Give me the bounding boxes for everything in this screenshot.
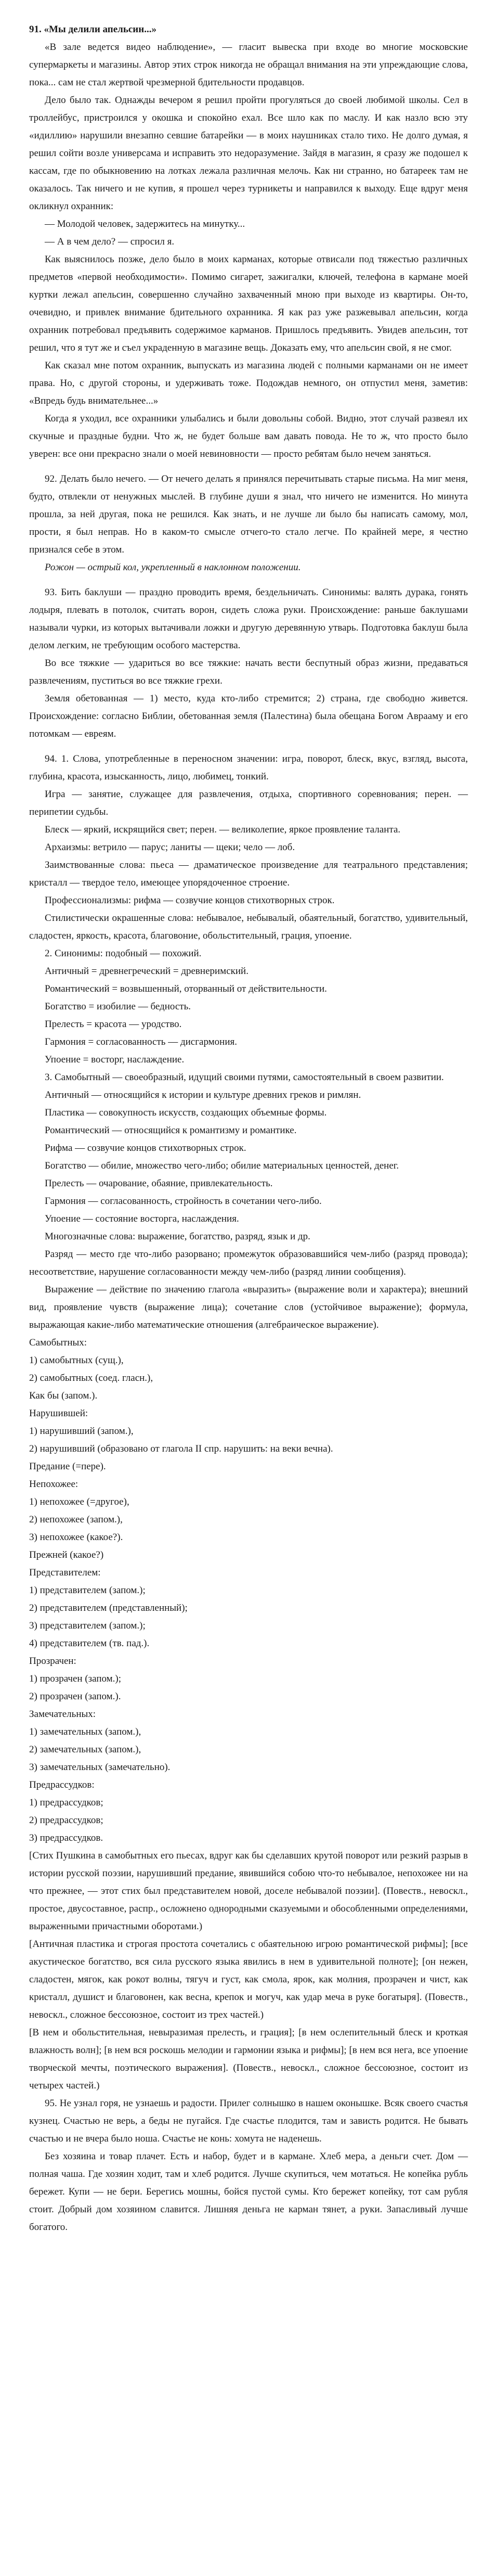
list-item: 3) представителем (запом.); [29, 1620, 146, 1631]
spacer [29, 576, 468, 584]
list-item: 1) прозрачен (запом.); [29, 1673, 122, 1684]
definition: Во все тяжкие — удариться во все тяжкие: начать вести беспутный образ жизни, предаваться развлечениям, пуститься во все тяжкие грехи. [29, 658, 468, 686]
sentence-analysis: 95. Не узнал горя, не узнаешь и радости. Прилег солнышко в нашем оконышке. Всяк своего счастья кузнец. Счастью не верь, а беды не пугайся. Где счастье плодится, там и зависть родится. Не бывать счастью и не вчера было ноша. Счастье не конь: хомута не наденешь. [29, 2098, 468, 2144]
exercise-91-heading: 91. «Мы делили апельсин...» [29, 24, 156, 35]
exercise-94: 94. 1. Слова, употребленные в переносном значении: игра, поворот, блеск, вкус, взгляд, высота, глубина, красота, изысканность, лицо, любимец, тонкий. [29, 753, 468, 782]
synonym-line: Богатство = изобилие — бедность. [45, 1001, 191, 1012]
spacer [29, 2236, 468, 2244]
definition: Многозначные слова: выражение, богатство, разряд, язык и др. [45, 1231, 310, 1242]
exercise-93: 93. Бить баклуши — праздно проводить время, бездельничать. Синонимы: валять дурака, гонять лодыря, плевать в потолок, считать ворон, сидеть сложа руки. Происхождение: раньше баклушами называли чурки, из которых вытачивали ложки и другую деревянную утварь. Подготовка баклуш была делом легким, не требующим особого мастерства. [29, 587, 468, 651]
synonym-line: 2. Синонимы: подобный — похожий. [45, 948, 202, 959]
spacer [29, 463, 468, 470]
sentence-analysis: Без хозяина и товар плачет. Есть и набор, будет и в кармане. Хлеб мера, а деньги счет. Дом — полная чаша. Где хозяин ходит, там и хлеб родится. Лучше скупиться, чем мотаться. Не копейка рубль бережет. Купи — не бери. Берегись мошны, бойся пустой сумы. Кто бережет копейку, тот сам рубля стоит. Добрый дом хозяином славится. Лишняя деньга не карман тянет, а руки. Запасливый лучше богатого. [29, 2151, 468, 2233]
definition: Романтический — относящийся к романтизму и романтике. [45, 1125, 297, 1136]
list-item: Самобытных: [29, 1337, 87, 1348]
list-item: [Античная пластика и строгая простота сочетались с обаятельною игрою романтической рифмы]; [все акустическое богатство, вся сила русского языка явились в нем в удивительной полноте]; [он нежен, сладостен, мягок, как рокот волны, тягуч и густ, как смола, ярок, как молния, прозрачен и чист, как кристалл, душист и благовонен, как весна, крепок и могуч, как удар меча в руке богатыря]. (Повеств., невоскл., сложное бессоюзное, состоит из трех частей.) [29, 1939, 468, 2020]
list-item: Предание (=пере). [29, 1461, 106, 1472]
list-item: Нарушившей: [29, 1408, 88, 1419]
list-item: 1) предрассудков; [29, 1797, 103, 1808]
list-item: Непохожее: [29, 1479, 79, 1490]
definition: Упоение — состояние восторга, наслаждения. [45, 1213, 239, 1224]
definition: Блеск — яркий, искрящийся свет; перен. — великолепие, яркое проявление таланта. [45, 824, 401, 835]
synonym-line: Романтический = возвышенный, оторванный от действительности. [45, 983, 327, 994]
paragraph: Когда я уходил, все охранники улыбались и были довольны собой. Видно, этот случай развеял их скучные и праздные будни. Что ж, не будет больше вам давать повода. Не то ж, что просто было уверен: все они прекрасно знали о моей невиновности — просто ребятам было нечем заняться. [29, 413, 468, 459]
list-item: Как бы (запом.). [29, 1390, 98, 1401]
list-item: 3) непохожее (какое?). [29, 1532, 123, 1543]
list-item: 3) предрассудков. [29, 1832, 103, 1843]
list-item: Замечательных: [29, 1709, 96, 1720]
definition: Архаизмы: ветрило — парус; ланиты — щеки; чело — лоб. [45, 842, 295, 853]
list-item: [В нем и обольстительная, невыразимая прелесть, и грация]; [в нем ослепительный блеск и кроткая влажность волн]; [в нем вся роскошь мелодии и гармонии языка и рифмы]; [в нем вся нега, все упоение творческой мечты, поэтического выражения]. (Повеств., невоскл., сложное бессоюзное, состоит из четырех частей.) [29, 2027, 468, 2091]
paragraph: Дело было так. Однажды вечером я решил пройти прогуляться до своей любимой школы. Сел в троллейбус, пристроился у окошка и спокойно ехал. Все шло как по маслу. И как назло всю эту «идиллию» нарушили внезапно севшие батарейки — в моих наушниках стало тихо. Не долго думая, я решил сойти возле универсама и исправить это недоразумение. Зайдя в магазин, я сразу же подошел к кассам, где по обыкновению на лотках лежала различная мелочь. Как ни странно, но батареек там не оказалось. Так ничего и не купив, я прошел через турникеты и направился к выходу. Еще вдруг меня окликнул охранник: [29, 95, 468, 212]
dialogue-line: — Молодой человек, задержитесь на минутку... [45, 219, 245, 229]
paragraph: Как выяснилось позже, дело было в моих карманах, которые отвисали под тяжестью различных предметов «первой необходимости». Помимо сигарет, зажигалки, ключей, телефона в кармане моей куртки лежал апельсин, совершенно случайно захваченный мною при выходе из квартиры. Он-то, очевидно, и привлек внимание бдительного охранника. Я как раз уже разжевывал апельсин, когда охранник потребовал предъявить содержимое карманов. Пришлось предъявить. Увидев апельсин, тот решил, что я тут же и съел украденную в магазине вещь. Доказать ему, что апельсин свой, я не смог. [29, 254, 468, 353]
list-item: 1) самобытных (сущ.), [29, 1355, 124, 1366]
definition: Богатство — обилие, множество чего-либо; обилие материальных ценностей, денег. [45, 1160, 399, 1171]
definition: Игра — занятие, служащее для развлечения, отдыха, спортивного соревнования; перен. — перипетии судьбы. [29, 789, 468, 817]
definition: Античный — относящийся к истории и культуре древних греков и римлян. [45, 1090, 361, 1100]
definition: 3. Самобытный — своеобразный, идущий своими путями, самостоятельный в своем развитии. [45, 1072, 444, 1083]
list-item: 2) предрассудков; [29, 1815, 103, 1826]
synonym-line: Упоение = восторг, наслаждение. [45, 1054, 185, 1065]
list-item: 2) непохожее (запом.), [29, 1514, 123, 1525]
document-page [29, 21, 468, 2244]
definition: Рифма — созвучие концов стихотворных строк. [45, 1143, 246, 1154]
paragraph: «В зале ведется видео наблюдение», — гласит вывеска при входе во многие московские супермаркеты и магазины. Автор этих строк никогда не обращал внимания на эти упреждающие слова, пока... сам не стал жертвой чрезмерной бдительности продавцов. [29, 42, 468, 88]
orthogram-list [29, 1334, 468, 2095]
definition: Стилистически окрашенные слова: небывалое, небывалый, обаятельный, богатство, удивительный, сладостен, яркость, красота, благовоние, обольстительный, грация, упоение. [29, 913, 468, 941]
list-item: Прозрачен: [29, 1656, 76, 1667]
list-item: 2) нарушивший (образовано от глагола II спр. нарушить: на веки вечна). [29, 1443, 333, 1454]
dialogue-line: — А в чем дело? — спросил я. [45, 236, 175, 247]
list-item: 2) самобытных (соед. гласн.), [29, 1373, 153, 1383]
synonym-line: Прелесть = красота — уродство. [45, 1019, 182, 1030]
list-item: 1) нарушивший (запом.), [29, 1426, 134, 1437]
list-item: Представителем: [29, 1567, 101, 1578]
list-item: 1) непохожее (=другое), [29, 1496, 129, 1507]
definition: Профессионализмы: рифма — созвучие концов стихотворных строк. [45, 895, 335, 906]
list-item: 1) представителем (запом.); [29, 1585, 146, 1596]
list-item: 4) представителем (тв. пад.). [29, 1638, 150, 1649]
list-item: [Стих Пушкина в самобытных его пьесах, вдруг как бы сделавших крутой поворот или резкий разрыв в истории русской поэзии, нарушивший предание, явившийся собою что-то небывалое, непохожее ни на что прежнее, — этот стих был представителем новой, доселе небывалой поэзии]. (Повеств., невоскл., простое, двусоставное, распр., осложнено однородными сказуемыми и обособленными определениями, выраженными причастными оборотами.) [29, 1850, 468, 1932]
spacer [29, 743, 468, 750]
synonym-line: Античный = древнегреческий = древнеримский. [45, 966, 248, 977]
synonym-line: Гармония = согласованность — дисгармония. [45, 1036, 237, 1047]
definition: Выражение — действие по значению глагола «выразить» (выражение воли и характера); внешний вид, проявление чувств (выражение лица); сочетание слов (устойчивое выражение); формула, выражающая какие-либо математические отношения (алгебраическое выражение). [29, 1284, 468, 1330]
list-item: 2) прозрачен (запом.). [29, 1691, 121, 1702]
definition: Пластика — совокупность искусств, создающих объемные формы. [45, 1107, 327, 1118]
paragraph: Как сказал мне потом охранник, выпускать из магазина людей с полными карманами он не имеет права. Но, с другой стороны, и удерживать тоже. Подождав немного, он отпустил меня, заметив: «Впредь будь внимательнее...» [29, 360, 468, 406]
list-item: 2) представителем (представленный); [29, 1603, 188, 1613]
list-item: 3) замечательных (замечательно). [29, 1762, 171, 1773]
list-item: 1) замечательных (запом.), [29, 1726, 141, 1737]
definition: Земля обетованная — 1) место, куда кто-либо стремится; 2) страна, где свободно живется. Происхождение: согласно Библии, обетованная земля (Палестина) была обещана Богом Аврааму и его потомкам — евреям. [29, 693, 468, 739]
list-item: Предрассудков: [29, 1779, 95, 1790]
exercise-92: 92. Делать было нечего. — От нечего делать я принялся перечитывать старые письма. На миг меня, будто, отвлекли от ненужных мыслей. В глубине души я знал, что ничего не изменится. Но минута прошла, за ней другая, пока не решился. Как знать, и не лучше ли было бы написать самому, мол, прости, я был неправ. Но в каком-то смысле отчего-то стало легче. По крайней мере, я честно признался себе в этом. [29, 473, 468, 555]
definition: Гармония — согласованность, стройность в сочетании чего-либо. [45, 1196, 322, 1207]
list-item: Прежней (какое?) [29, 1549, 104, 1560]
definition: Заимствованные слова: пьеса — драматическое произведение для театрального представления; кристалл — твердое тело, имеющее упорядоченное строение. [29, 860, 468, 888]
definition: Рожон — острый кол, укрепленный в наклонном положении. [45, 562, 301, 573]
definition: Разряд — место где что-либо разорвано; промежуток образовавшийся чем-либо (разряд провода); несоответствие, нарушение согласованности между чем-либо (разряд линии сообщения). [29, 1249, 468, 1277]
list-item: 2) замечательных (запом.), [29, 1744, 141, 1755]
definition: Прелесть — очарование, обаяние, привлекательность. [45, 1178, 273, 1189]
